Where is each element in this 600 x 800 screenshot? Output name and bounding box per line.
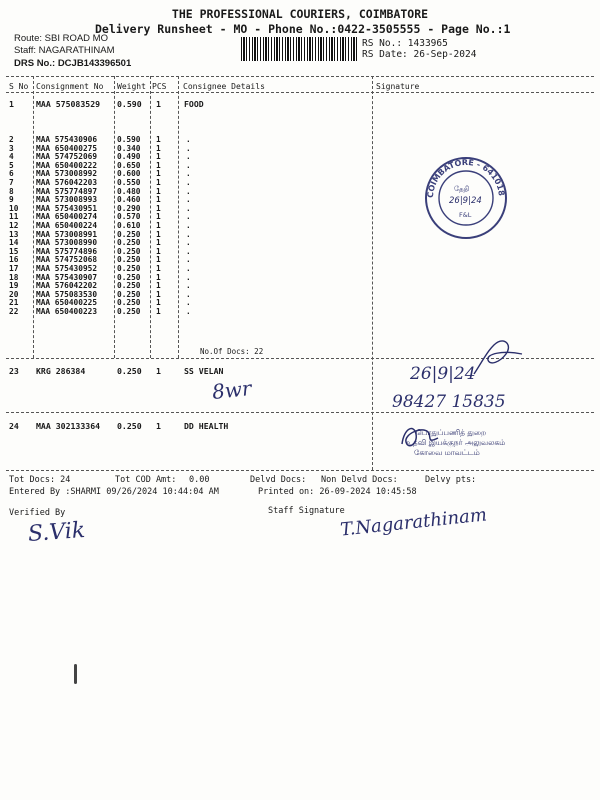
row-weight: 0.550 [117, 178, 141, 187]
row-weight: 0.250 [117, 298, 141, 308]
rule-row23 [6, 412, 594, 413]
row-pcs: 1 [156, 160, 161, 170]
rule-row24 [6, 470, 594, 471]
row-cn: MAA 575774897 [36, 186, 98, 196]
row-cn: MAA 573008993 [36, 195, 98, 205]
row-weight: 0.250 [117, 255, 141, 265]
row-weight: 0.610 [117, 221, 141, 230]
row-cn: MAA 575430907 [36, 272, 98, 282]
seal-inner-top: தேதி [454, 185, 470, 193]
row-pcs: 1 [156, 178, 161, 187]
row-cn: MAA 573008992 [36, 169, 98, 179]
row-cn: MAA 650400225 [36, 298, 98, 308]
company-title: THE PROFESSIONAL COURIERS, COIMBATORE [171, 7, 429, 21]
rs-no-label: RS No.: [362, 38, 403, 49]
row-pcs: 1 [156, 272, 161, 282]
row-consignee: . [186, 289, 191, 299]
round-seal-stamp [423, 155, 509, 241]
printed-on: Printed on: 26-09-2024 10:45:58 [258, 487, 417, 497]
staff-signature-label: Staff Signature [268, 506, 345, 516]
row-sno: 19 [9, 281, 19, 291]
row-sno: 9 [9, 195, 14, 205]
row-consignee: . [186, 246, 191, 256]
rule-header [6, 92, 594, 93]
verified-signature: S.Vik [27, 518, 86, 547]
vrule-sno [33, 76, 34, 358]
row-pcs: 1 [156, 186, 161, 196]
row23-handwritten-phone: 98427 15835 [392, 392, 506, 412]
rs-date-line [362, 49, 476, 60]
row-cn: MAA 575430952 [36, 264, 98, 273]
row-weight: 0.250 [117, 238, 141, 248]
row1-consignee: FOOD [184, 99, 204, 109]
row-cn: MAA 573008990 [36, 238, 98, 248]
row24-weight: 0.250 [117, 421, 142, 431]
row23-cn: KRG 286384 [36, 366, 86, 376]
col-weight: Weight [117, 82, 146, 91]
drs-line [14, 58, 131, 69]
row-cn: MAA 576042203 [36, 178, 98, 187]
row-cn: MAA 575774896 [36, 246, 98, 256]
row-pcs: 1 [156, 246, 161, 256]
row-sno: 14 [9, 238, 19, 248]
row-weight: 0.290 [117, 203, 141, 213]
col-sno: S No [9, 82, 29, 91]
row24-pcs: 1 [156, 421, 161, 431]
row23-scribble-loop [468, 336, 528, 378]
row-weight: 0.250 [117, 246, 141, 256]
entered-by: Entered By :SHARMI 09/26/2024 10:44:04 AM [9, 487, 219, 497]
col-signature: Signature [376, 82, 420, 91]
row1-weight: 0.590 [117, 99, 142, 109]
row24-consignee: DD HEALTH [184, 421, 229, 431]
row-consignee: . [186, 186, 191, 196]
row-sno: 5 [9, 160, 14, 170]
staff-label: Staff: [14, 45, 37, 56]
row24-initials-scribble [398, 420, 444, 454]
row24-stamp-line3: கோவை மாவட்டம் [414, 448, 480, 457]
row-weight: 0.250 [117, 272, 141, 282]
row-weight: 0.340 [117, 143, 141, 153]
row-weight: 0.250 [117, 307, 141, 316]
row23-consignee: SS VELAN [184, 366, 224, 376]
row23-handwritten-date: 26|9|24 [410, 364, 476, 384]
row-weight: 0.590 [117, 135, 141, 144]
route-value: SBI ROAD MO [44, 33, 108, 44]
row-cn: MAA 650400222 [36, 160, 98, 170]
row-pcs: 1 [156, 238, 161, 248]
seal-inner-bottom: F&L [459, 211, 472, 219]
row24-stamp-line2: உதவி இயக்குநர் அலுவலகம் [406, 438, 506, 447]
row-sno: 8 [9, 186, 14, 196]
row-weight: 0.600 [117, 169, 141, 179]
non-delvd-docs: Non Delvd Docs: [321, 475, 398, 485]
col-consignment: Consignment No [36, 82, 104, 91]
row-sno: 2 [9, 135, 14, 144]
row-pcs: 1 [156, 255, 161, 265]
row-weight: 0.650 [117, 160, 141, 170]
row-consignee: . [186, 255, 191, 265]
row-consignee: . [186, 143, 191, 153]
row-cn: MAA 575083530 [36, 289, 98, 299]
row-weight: 0.460 [117, 195, 141, 205]
row-consignee: . [186, 281, 191, 291]
row-consignee: . [186, 212, 191, 222]
row-consignee: . [186, 298, 191, 308]
row-sno: 11 [9, 212, 19, 222]
row-cn: MAA 650400274 [36, 212, 98, 222]
route-label: Route: [14, 33, 42, 44]
tot-cod-value: 0.00 [189, 475, 210, 485]
row-weight: 0.480 [117, 186, 141, 196]
row-pcs: 1 [156, 143, 161, 153]
row-consignee: . [186, 272, 191, 282]
row-cn: MAA 650400223 [36, 307, 98, 316]
ink-mark [74, 664, 77, 684]
row-sno: 7 [9, 178, 14, 187]
row-sno: 16 [9, 255, 19, 265]
row-pcs: 1 [156, 152, 161, 162]
row-pcs: 1 [156, 135, 161, 144]
row-sno: 13 [9, 229, 19, 239]
row-sno: 6 [9, 169, 14, 179]
row-cn: MAA 574752068 [36, 255, 98, 265]
row-sno: 17 [9, 264, 19, 273]
staff-value: NAGARATHINAM [38, 45, 115, 56]
row-pcs: 1 [156, 195, 161, 205]
row-cn: MAA 573008991 [36, 229, 98, 239]
row24-sno: 24 [9, 421, 19, 431]
row-cn: MAA 575430951 [36, 203, 98, 213]
row-weight: 0.250 [117, 264, 141, 273]
col-pcs: PCS [152, 82, 167, 91]
row-consignee: . [186, 178, 191, 187]
rule-top [6, 76, 594, 77]
staff-handwritten-signature: T.Nagarathinam [339, 504, 488, 541]
row-cn: MAA 575430906 [36, 135, 98, 144]
row-pcs: 1 [156, 229, 161, 239]
seal-ring-text: COIMBATORE - 641018 [425, 157, 506, 199]
row-sno: 22 [9, 307, 19, 316]
row-pcs: 1 [156, 221, 161, 230]
row-consignee: . [186, 195, 191, 205]
barcode [241, 37, 357, 61]
row-cn: MAA 576042202 [36, 281, 98, 291]
tot-cod-label: Tot COD Amt: [115, 475, 177, 485]
row-pcs: 1 [156, 289, 161, 299]
rs-no-line [362, 38, 448, 49]
row1-cn: MAA 575083529 [36, 99, 101, 109]
row-pcs: 1 [156, 281, 161, 291]
row-weight: 0.250 [117, 281, 141, 291]
row-consignee: . [186, 203, 191, 213]
row-cn: MAA 574752069 [36, 152, 98, 162]
row-weight: 0.570 [117, 212, 141, 222]
no-of-docs: No.Of Docs: 22 [200, 347, 264, 356]
runsheet-title: Delivery Runsheet - MO - Phone No.:0422-3505555 - Page No.:1 [95, 22, 511, 36]
row1-pcs: 1 [156, 99, 161, 109]
row-pcs: 1 [156, 169, 161, 179]
rs-date-label: RS Date: [362, 49, 408, 60]
staff-line [14, 45, 115, 56]
row23-handwritten-signature: 8wr [210, 376, 253, 404]
row-pcs: 1 [156, 203, 161, 213]
row-consignee: . [186, 264, 191, 273]
row-consignee: . [186, 238, 191, 248]
delvd-docs: Delvd Docs: [250, 475, 307, 485]
row-weight: 0.490 [117, 152, 141, 162]
row-sno: 18 [9, 272, 19, 282]
seal-date: 26|9|24 [449, 196, 482, 206]
row-pcs: 1 [156, 212, 161, 222]
row23-weight: 0.250 [117, 366, 142, 376]
row-pcs: 1 [156, 264, 161, 273]
row24-stamp-line1: பொதுப்பணித் துறை [416, 428, 487, 437]
vrule-cn [114, 76, 115, 358]
row-sno: 3 [9, 143, 14, 153]
delvy-pts: Delvy pts: [425, 475, 477, 485]
row-weight: 0.250 [117, 289, 141, 299]
vrule-consignee [372, 76, 373, 470]
row-sno: 12 [9, 221, 19, 230]
vrule-pcs [178, 76, 179, 358]
tot-docs: Tot Docs: 24 [9, 475, 71, 485]
row23-sno: 23 [9, 366, 19, 376]
row24-cn: MAA 302133364 [36, 421, 101, 431]
rs-date-value: 26-Sep-2024 [413, 49, 477, 60]
row-cn: MAA 650400224 [36, 221, 98, 230]
vrule-weight [150, 76, 151, 358]
row23-pcs: 1 [156, 366, 161, 376]
row-consignee: . [186, 160, 191, 170]
row-consignee: . [186, 229, 191, 239]
row-sno: 4 [9, 152, 14, 162]
rs-no-value: 1433965 [407, 38, 448, 49]
row-cn: MAA 650400275 [36, 143, 98, 153]
row-consignee: . [186, 307, 191, 316]
row-weight: 0.250 [117, 229, 141, 239]
row-consignee: . [186, 221, 191, 230]
row-pcs: 1 [156, 298, 161, 308]
row1-sno: 1 [9, 99, 14, 109]
row-sno: 10 [9, 203, 19, 213]
row-sno: 21 [9, 298, 19, 308]
row-consignee: . [186, 152, 191, 162]
col-consignee: Consignee Details [183, 82, 265, 91]
row-consignee: . [186, 135, 191, 144]
drs-value: DCJB143396501 [57, 58, 132, 69]
verified-by-label: Verified By [9, 508, 66, 518]
row-consignee: . [186, 169, 191, 179]
route-line [14, 33, 108, 44]
row-sno: 15 [9, 246, 19, 256]
row-sno: 20 [9, 289, 19, 299]
row-pcs: 1 [156, 307, 161, 316]
drs-label: DRS No.: [14, 58, 56, 69]
